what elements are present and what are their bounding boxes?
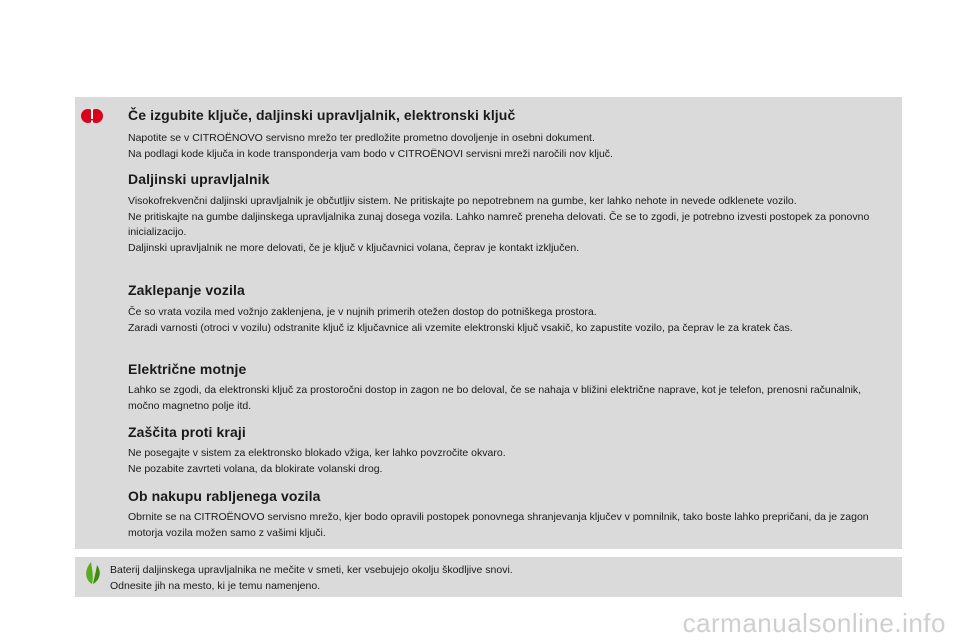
section-heading-used-vehicle: Ob nakupu rabljenega vozila: [128, 488, 321, 504]
section-heading-locking: Zaklepanje vozila: [128, 282, 245, 298]
watermark: carmanualsonline.info: [682, 608, 946, 638]
environment-note-text: Baterij daljinskega upravljalnika ne mečite v smeti, ker vsebujejo okolju škodljive snovi. Odnesite jih na mesto, ki je temu namenjeno.: [110, 564, 513, 592]
section-text-remote: Visokofrekvenčni daljinski upravljalnik je občutljiv sistem. Ne pritiskajte po nepotrebnem na gumbe, ker lahko nehote in nevede odklenete vozilo. Ne pritiskajte na gumbe daljinskega upravljalnika zunaj dosega vozila. Lahko namreč preneha delovati. Če se to zgodi, je potrebno izvesti postopek za ponovno inicializacijo. Daljinski upravljalnik ne more delovati, če je ključ v ključavnici volana, čeprav je kontakt izključen.: [128, 195, 870, 254]
section-heading-antitheft: Zaščita proti kraji: [128, 424, 246, 440]
section-text-interference: Lahko se zgodi, da elektronski ključ za prostoročni dostop in zagon ne bo deloval, če se nahaja v bližini električne naprave, kot je telefon, prenosni računalnik, močno magnetno polje itd.: [128, 384, 862, 412]
eco-leaf-icon: [82, 560, 104, 586]
section-heading-interference: Električne motnje: [128, 361, 247, 377]
intro-paragraph: Napotite se v CITROËNOVO servisno mrežo ter predložite prometno dovoljenje in osebni dokument. Na podlagi kode ključa in kode transponderja vam bodo v CITROËNOVI servisni mreži naročili nov ključ.: [128, 132, 613, 160]
section-text-used-vehicle: Obrnite se na CITROËNOVO servisno mrežo, kjer bodo opravili postopek ponovnega shranjevanja ključev v pomnilnik, tako boste lahko prepričani, da je zagon motorja vozila možen samo z vašimi ključi.: [128, 511, 869, 539]
section-text-locking: Če so vrata vozila med vožnjo zaklenjena, je v nujnih primerih otežen dostop do potniškega prostora. Zaradi varnosti (otroci v vozilu) odstranite ključ iz ključavnice ali vzemite elektronski ključ vsakič, ko zapustite vozilo, pa čeprav le za kratek čas.: [128, 306, 793, 334]
section-heading-remote: Daljinski upravljalnik: [128, 171, 270, 187]
warning-title: Če izgubite ključe, daljinski upravljalnik, elektronski ključ: [128, 107, 516, 123]
warning-exclamation-icon: [80, 104, 104, 128]
section-text-antitheft: Ne posegajte v sistem za elektronsko blokado vžiga, ker lahko povzročite okvaro. Ne pozabite zavrteti volana, da blokirate volanski drog.: [128, 447, 506, 475]
